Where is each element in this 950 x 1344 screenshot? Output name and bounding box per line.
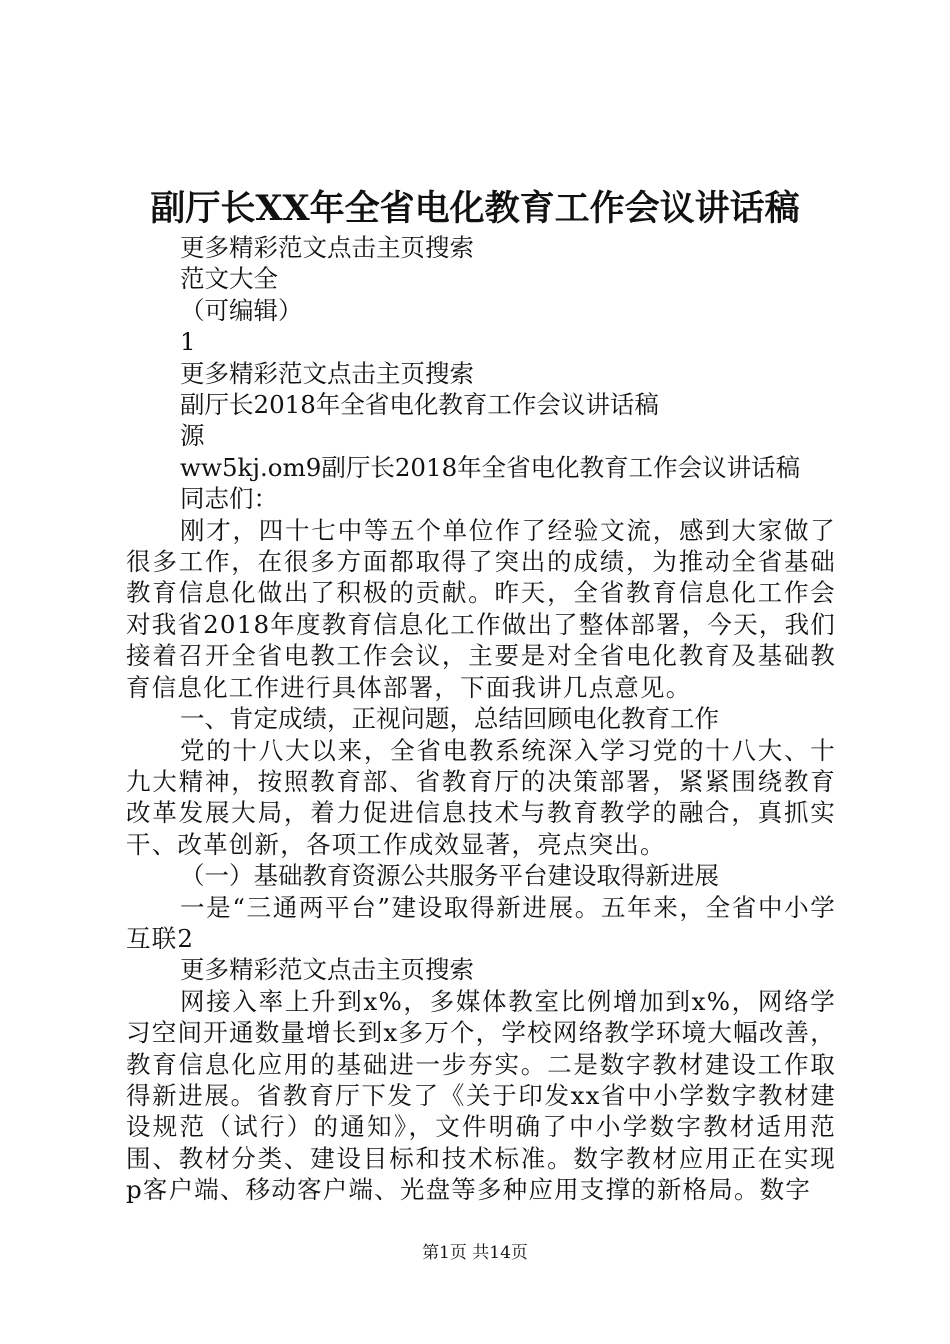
section-heading: 一、肯定成绩，正视问题，总结回顾电化教育工作: [180, 704, 719, 734]
text-line: 更多精彩范文点击主页搜索: [180, 358, 474, 388]
text-line: 源: [180, 421, 205, 451]
text-line: 副厅长2018年全省电化教育工作会议讲话稿: [180, 390, 659, 420]
document-body: [126, 232, 836, 1206]
text-line: （可编辑）: [180, 295, 303, 325]
page-footer: 第1页 共14页: [422, 1243, 528, 1263]
paragraph: 刚才，四十七中等五个单位作了经验文流，感到大家做了很多工作，在很多方面都取得了突出的成绩，为推动全省基础教育信息化做出了积极的贡献。昨天，全省教育信息化工作会对我省2018年度教育信息化工作做出了整体部署，今天，我们接着召开全省电教工作会议，主要是对全省电化教育及基础教育信息化工作进行具体部署，下面我讲几点意见。: [126, 515, 836, 702]
document-title: 副厅长XX年全省电化教育工作会议讲话稿: [150, 188, 800, 229]
paragraph: 网接入率上升到x%，多媒体教室比例增加到x%，网络学习空间开通数量增长到x多万个，学校网络教学环境大幅改善，教育信息化应用的基础进一步夯实。二是数字教材建设工作取得新进展。省教育厅下发了《关于印发xx省中小学数字教材建设规范（试行）的通知》，文件明确了中小学数字教材适用范围、教材分类、建设目标和技术标准。数字教材应用正在实现p客户端、移动客户端、光盘等多种应用支撑的新格局。数字: [126, 986, 836, 1205]
salutation: 同志们：: [180, 484, 278, 514]
paragraph: 一是“三通两平台”建设取得新进展。五年来，全省中小学互联2: [126, 892, 836, 953]
text-line: 范文大全: [180, 264, 278, 294]
text-line: 更多精彩范文点击主页搜索: [180, 955, 474, 985]
text-line: 更多精彩范文点击主页搜索: [180, 233, 474, 262]
text-line: 1: [180, 327, 196, 357]
paragraph: 党的十八大以来，全省电教系统深入学习党的十八大、十九大精神，按照教育部、省教育厅的决策部署，紧紧围绕教育改革发展大局，着力促进信息技术与教育教学的融合，真抓实干、改革创新，各项工作成效显著，亮点突出。: [126, 735, 836, 859]
subsection-heading: （一）基础教育资源公共服务平台建设取得新进展: [180, 861, 719, 891]
text-line: ww5kj.om9副厅长2018年全省电化教育工作会议讲话稿: [180, 452, 801, 482]
